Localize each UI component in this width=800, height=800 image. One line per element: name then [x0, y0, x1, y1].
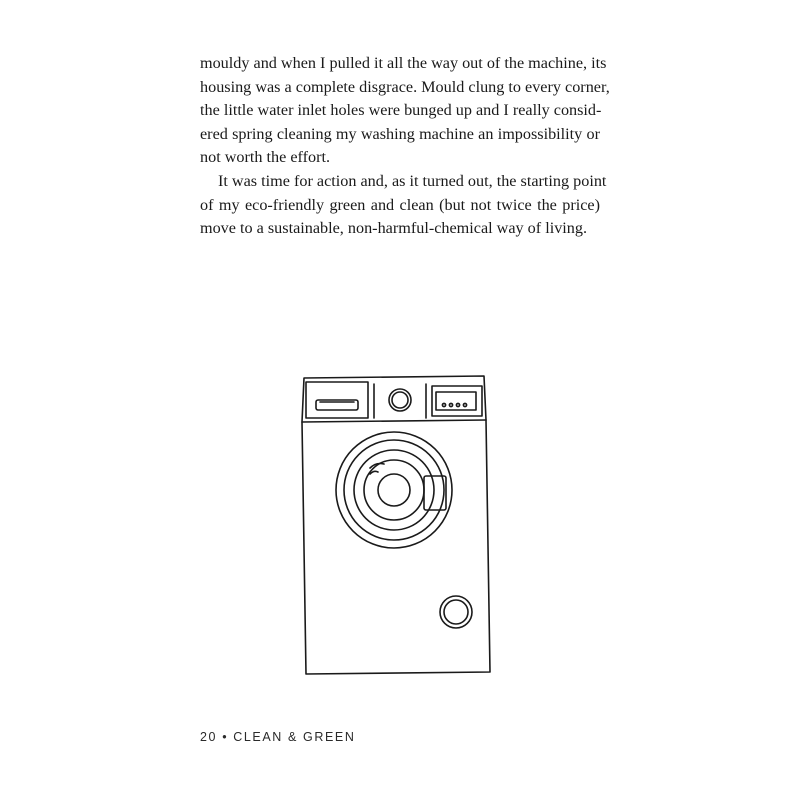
washing-machine-icon: [296, 372, 502, 678]
text-line: ered spring cleaning my washing machine an impossibility or: [200, 124, 600, 143]
text-line: the little water inlet holes were bunged up and I really consid-: [200, 101, 602, 120]
page-number: 20: [200, 730, 218, 744]
text-line: move to a sustainable, non-harmful-chemical way of living.: [200, 219, 588, 238]
paragraph-2: [200, 170, 607, 194]
body-text: [200, 52, 610, 241]
text-line: It was time for action and, as it turned out, the starting point: [218, 171, 607, 190]
paragraph-2-continued: [200, 194, 600, 241]
text-line: mouldy and when I pulled it all the way out of the machine, its: [200, 54, 607, 72]
paragraph-1: [200, 52, 610, 170]
running-title: CLEAN & GREEN: [233, 730, 356, 744]
page-footer: [200, 730, 355, 744]
text-line: not worth the effort.: [200, 148, 331, 167]
text-line: housing was a complete disgrace. Mould clung to every corner,: [200, 77, 610, 96]
text-line: of my eco-friendly green and clean (but not twice the price): [200, 195, 600, 214]
footer-separator: •: [222, 730, 229, 744]
